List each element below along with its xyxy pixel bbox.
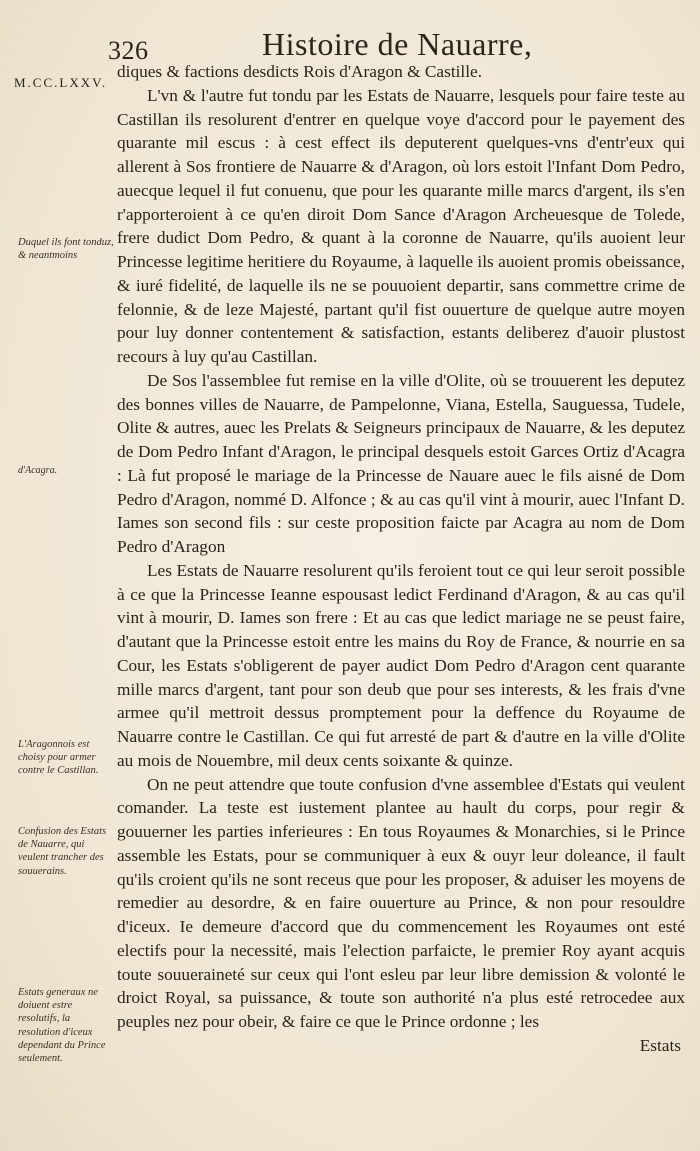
margin-note: Confusion des Estats de Nauarre, qui veulent trancher des souuerains.: [18, 826, 107, 877]
margin-year: M.CC.LXXV.: [14, 75, 108, 90]
running-title: Histoire de Nauarre,: [262, 26, 533, 62]
paragraph: On ne peut attendre que toute confusion d'vne assemblee d'Estats qui veulent comander. La teste est iustement plantee au hault du corps, pour regir & gouuerner les parties inferieures : En tous Royaumes & Monarchies, si le Prince assemble les Estats, pour se communiquer à eux & ouyr leur doleance, il fault qu'ils croient qu'ils ne sont receus que pour les proposer, & aduiser les moyens de remedier au desordre, & en faire ouuerture au Prince, & non pour resouldre d'iceux. Ie demeure d'accord que du commencement les Royaumes ont esté electifs pour la necessité, mais l'election parfaicte, le premier Roy ayant acquis toute souueraineté sur ceux qui l'ont esleu par leur libre demission & volonté le droict Royal, sa puissance, & toute son authorité n'a plus esté retrocedee aux peuples nez pour obeir, & faire ce que le Prince ordonne ; les: [117, 774, 685, 1031]
paragraph: diques & factions desdicts Rois d'Aragon & Castille.: [117, 62, 483, 81]
body-text: [117, 60, 685, 1058]
paragraph: L'vn & l'autre fut tondu par les Estats de Nauarre, lesquels pour faire teste au Castillan ils resolurent d'entrer en quelque voye d'accord pour le payement des quarante mil escus : à cest effect ils deputerent quelques-vns d'entr'eux qui allerent à Sos frontiere de Nauarre & d'Aragon, où lors estoit l'Infant Dom Pedro, auecque lequel il fut conuenu, que pour les quarante mille marcs d'argent, ils s'en r'apporteroient à ce qu'en diroit Dom Sance d'Aragon Archeuesque de Tolede, frere dudict Dom Pedro, & quant à la coronne de Nauarre, qu'ils auoient leur Princesse legitime heritiere du Royaume, à laquelle ils auoient promis obeissance, & iuré fidelité, de laquelle ils ne se pouuoient departir, sans commettre crime de felonnie, & de leze Majesté, partant qu'il fist ouuerture de quelque autre moyen pour luy donner contentement & satisfaction, estants deliberez d'auoir plustost recours à luy qu'au Castillan.: [117, 85, 685, 366]
paragraph: De Sos l'assemblee fut remise en la ville d'Olite, où se trouuerent les deputez des bonnes villes de Nauarre, de Pampelonne, Viana, Estella, Sauguessa, Tudele, Olite & autres, auec les Prelats & Seigneurs principaux de Nauarre, & les deputez de Dom Pedro Infant d'Aragon, le principal desquels estoit Garces Ortiz d'Acagra : Là fut proposé le mariage de la Princesse de Nauare auec le fils aisné de Dom Pedro d'Aragon, nommé D. Alfonce ; & au cas qu'il vint à mourir, auec l'Infant D. Iames son second fils : sur ceste proposition faicte par Acagra au nom de Dom Pedro d'Aragon: [117, 370, 685, 556]
margin-note: L'Aragonnois est choisy pour armer contre le Castillan.: [18, 739, 99, 777]
margin-note: Estats generaux ne doiuent estre resolutifs, la resolution d'iceux dependant du Prince seulement.: [18, 987, 106, 1065]
catchword: Estats: [639, 1035, 681, 1055]
margin-note: d'Acagra.: [18, 465, 58, 476]
paragraph: Les Estats de Nauarre resolurent qu'ils feroient tout ce qui leur seroit possible à ce que la Princesse Ieanne espousast ledict Ferdinand d'Aragon, & au cas qu'il vint à mourir, D. Iames son frere : Et au cas que ledict mariage ne se peust faire, d'autant que la Princesse estoit entre les mains du Roy de France, & nourrie en sa Cour, les Estats s'obligerent de payer audict Dom Pedro d'Aragon cent quarante mille marcs d'argent, tant pour son deub que pour ses interests, & les frais d'vne armee qu'il mettroit dessus promptement pour la deffence du Royaume de Nauarre contre le Castillan. Ce qui fut arresté de part & d'autre en la ville d'Olite au mois de Nouembre, mil deux cents soixante & quinze.: [117, 560, 685, 770]
margin-note: Duquel ils font tonduz, & neantmoins: [18, 237, 114, 262]
page-number: 326: [108, 36, 149, 65]
